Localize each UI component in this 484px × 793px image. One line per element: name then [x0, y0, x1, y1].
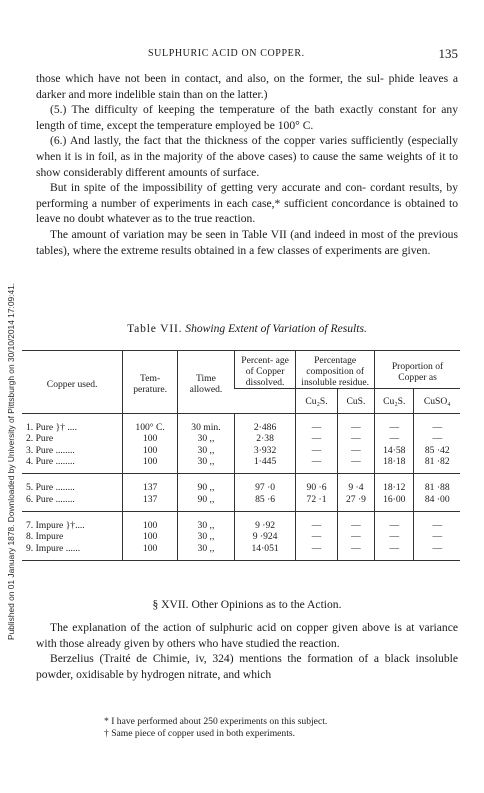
- variation-table: [22, 350, 460, 561]
- table-cell: 85 ·42: [414, 445, 460, 456]
- table-cell: 100: [123, 542, 178, 560]
- table-cell: 9 ·924: [234, 531, 295, 542]
- table-cell: 90 ,,: [177, 493, 234, 511]
- table-cell: —: [296, 542, 338, 560]
- table-cell: 7. Impure }†....: [22, 511, 123, 531]
- table-cell: 1·445: [234, 456, 295, 474]
- footnote: † Same piece of copper used in both experiments.: [104, 728, 296, 739]
- table-label: Table VII.: [127, 322, 183, 335]
- table-cell: 97 ·0: [234, 474, 295, 494]
- table-cell: 5. Pure ........: [22, 474, 123, 494]
- header-proportion: Proportion of Copper as: [375, 351, 460, 389]
- table-cell: 9. Impure ......: [22, 542, 123, 560]
- page-number: 135: [438, 46, 458, 61]
- table-cell: 81 ·82: [414, 456, 460, 474]
- table-cell: —: [296, 433, 338, 444]
- table-cell: —: [296, 445, 338, 456]
- table-cell: 2·38: [234, 433, 295, 444]
- table-cell: —: [337, 433, 374, 444]
- table-cell: —: [296, 511, 338, 531]
- table-cell: 30 min.: [177, 414, 234, 434]
- header-cuso4: CuSO₄: [414, 389, 460, 414]
- table-cell: —: [375, 542, 414, 560]
- page-header: [36, 46, 458, 62]
- body-text-top: [36, 71, 458, 258]
- paragraph: (6.) And lastly, the fact that the thickness of the copper varies sufficiently (especially when it is in foil, as in the majority of the above cases) to cause the same weights of it to show considerably different amounts of surface.: [36, 134, 458, 179]
- paragraph: The explanation of the action of sulphuric acid on copper given above is at variance with those already given by others who have studied the reaction.: [36, 621, 458, 650]
- table-cell: 90 ,,: [177, 474, 234, 494]
- table-cell: 8. Impure: [26, 531, 64, 543]
- table-cell: —: [337, 542, 374, 560]
- table-cell: 2·486: [234, 414, 295, 434]
- table-cell: —: [337, 414, 374, 434]
- table-row: [22, 542, 460, 560]
- header-blank: [234, 389, 295, 414]
- table-cell: 30 ,,: [177, 433, 234, 444]
- table-cell: —: [375, 531, 414, 542]
- header-cus: CuS.: [337, 389, 374, 414]
- table-cell: 30 ,,: [177, 542, 234, 560]
- table-row: [22, 414, 460, 434]
- table-cell: 85 ·6: [234, 493, 295, 511]
- footnote: * I have performed about 250 experiments on this subject.: [104, 716, 328, 727]
- table-cell: 72 ·1: [296, 493, 338, 511]
- table-cell: 137: [123, 474, 178, 494]
- table-cell: 100: [123, 445, 178, 456]
- table-cell: 90 ·6: [296, 474, 338, 494]
- table-cell: 30 ,,: [177, 456, 234, 474]
- header-time: Time allowed.: [177, 351, 234, 414]
- table-cell: 100: [123, 433, 178, 444]
- header-composition: Percentage composition of insoluble residue.: [296, 351, 375, 389]
- table-cell: 100: [123, 531, 178, 542]
- table-cell: 1. Pure }† ....: [22, 414, 123, 434]
- table-cell: 3. Pure ........: [26, 444, 75, 456]
- table-title: Showing Extent of Variation of Results.: [185, 322, 367, 335]
- running-head: SULPHURIC ACID ON COPPER.: [148, 48, 305, 59]
- table-cell: —: [296, 414, 338, 434]
- table-row: [22, 445, 460, 456]
- paragraph: But in spite of the impossibility of getting very accurate and con- cordant results, by performing a number of experiments in each case,* sufficient concordance is obtained to leave no doubt whatever as to the true reaction.: [36, 181, 458, 226]
- table-cell: 6. Pure ........: [26, 493, 75, 505]
- table-cell: —: [337, 511, 374, 531]
- table-cell: —: [337, 531, 374, 542]
- table-cell: 137: [123, 493, 178, 511]
- header-copper: Copper used.: [22, 351, 123, 414]
- table-row: [22, 433, 460, 444]
- table-cell: 27 ·9: [337, 493, 374, 511]
- table-cell: —: [375, 414, 414, 434]
- table-cell: —: [414, 433, 460, 444]
- table-cell: —: [296, 456, 338, 474]
- table-cell: 30 ,,: [177, 531, 234, 542]
- table-cell: 16·00: [375, 493, 414, 511]
- table-row: [22, 531, 460, 542]
- paragraph: those which have not been in contact, and also, on the former, the sul- phide leaves a darker and more indelible stain than on the latter.): [36, 72, 458, 101]
- table-cell: —: [375, 511, 414, 531]
- table-row: [22, 511, 460, 531]
- footnotes: [36, 716, 458, 740]
- table-cell: 9 ·4: [337, 474, 374, 494]
- paragraph: The amount of variation may be seen in Table VII (and indeed in most of the previous tables), where the extreme results obtained in a few classes of experiments are given.: [36, 227, 458, 257]
- table-cell: —: [414, 531, 460, 542]
- watermark-text: Published on 01 January 1878. Downloaded by University of Pittsburgh on 30/10/2014 17:09:41.: [6, 282, 16, 640]
- paragraph: (5.) The difficulty of keeping the temperature of the bath exactly constant for any length of time, except the temperature employed be 100° C.: [36, 103, 458, 132]
- body-text-bottom: [36, 620, 458, 682]
- table-cell: 30 ,,: [177, 445, 234, 456]
- table-cell: —: [375, 433, 414, 444]
- header-temperature: Tem- perature.: [123, 351, 178, 414]
- table-cell: 100° C.: [123, 414, 178, 434]
- table-cell: 84 ·00: [414, 493, 460, 511]
- table-cell: 100: [123, 511, 178, 531]
- table-cell: 3·932: [234, 445, 295, 456]
- table-cell: —: [337, 456, 374, 474]
- table-cell: 14·051: [234, 542, 295, 560]
- table-cell: 18·18: [375, 456, 414, 474]
- table-row: [22, 456, 460, 474]
- table-cell: —: [414, 511, 460, 531]
- download-watermark: [5, 80, 21, 640]
- table-row: [22, 493, 460, 511]
- table-cell: 4. Pure ........: [26, 456, 75, 468]
- table-cell: —: [414, 542, 460, 560]
- paragraph: Berzelius (Traité de Chimie, iv, 324) mentions the formation of a black insoluble powder, oxidisable by hydrogen nitrate, and which: [36, 652, 458, 681]
- table-row: [22, 474, 460, 494]
- table-cell: 14·58: [375, 445, 414, 456]
- table-cell: —: [296, 531, 338, 542]
- section-heading: § XVII. Other Opinions as to the Action.: [152, 598, 342, 611]
- table-caption: [36, 322, 458, 335]
- table-cell: —: [414, 414, 460, 434]
- header-cu2s: Cu₂S.: [375, 389, 414, 414]
- table-cell: 30 ,,: [177, 511, 234, 531]
- table-cell: 2. Pure: [26, 433, 54, 445]
- table-cell: 18·12: [375, 474, 414, 494]
- header-cu2s: Cu₂S.: [296, 389, 338, 414]
- table-cell: 9 ·92: [234, 511, 295, 531]
- table-cell: 100: [123, 456, 178, 474]
- table-cell: —: [337, 445, 374, 456]
- table-cell: 81 ·88: [414, 474, 460, 494]
- header-percentage: Percent- age of Copper dissolved.: [234, 351, 295, 389]
